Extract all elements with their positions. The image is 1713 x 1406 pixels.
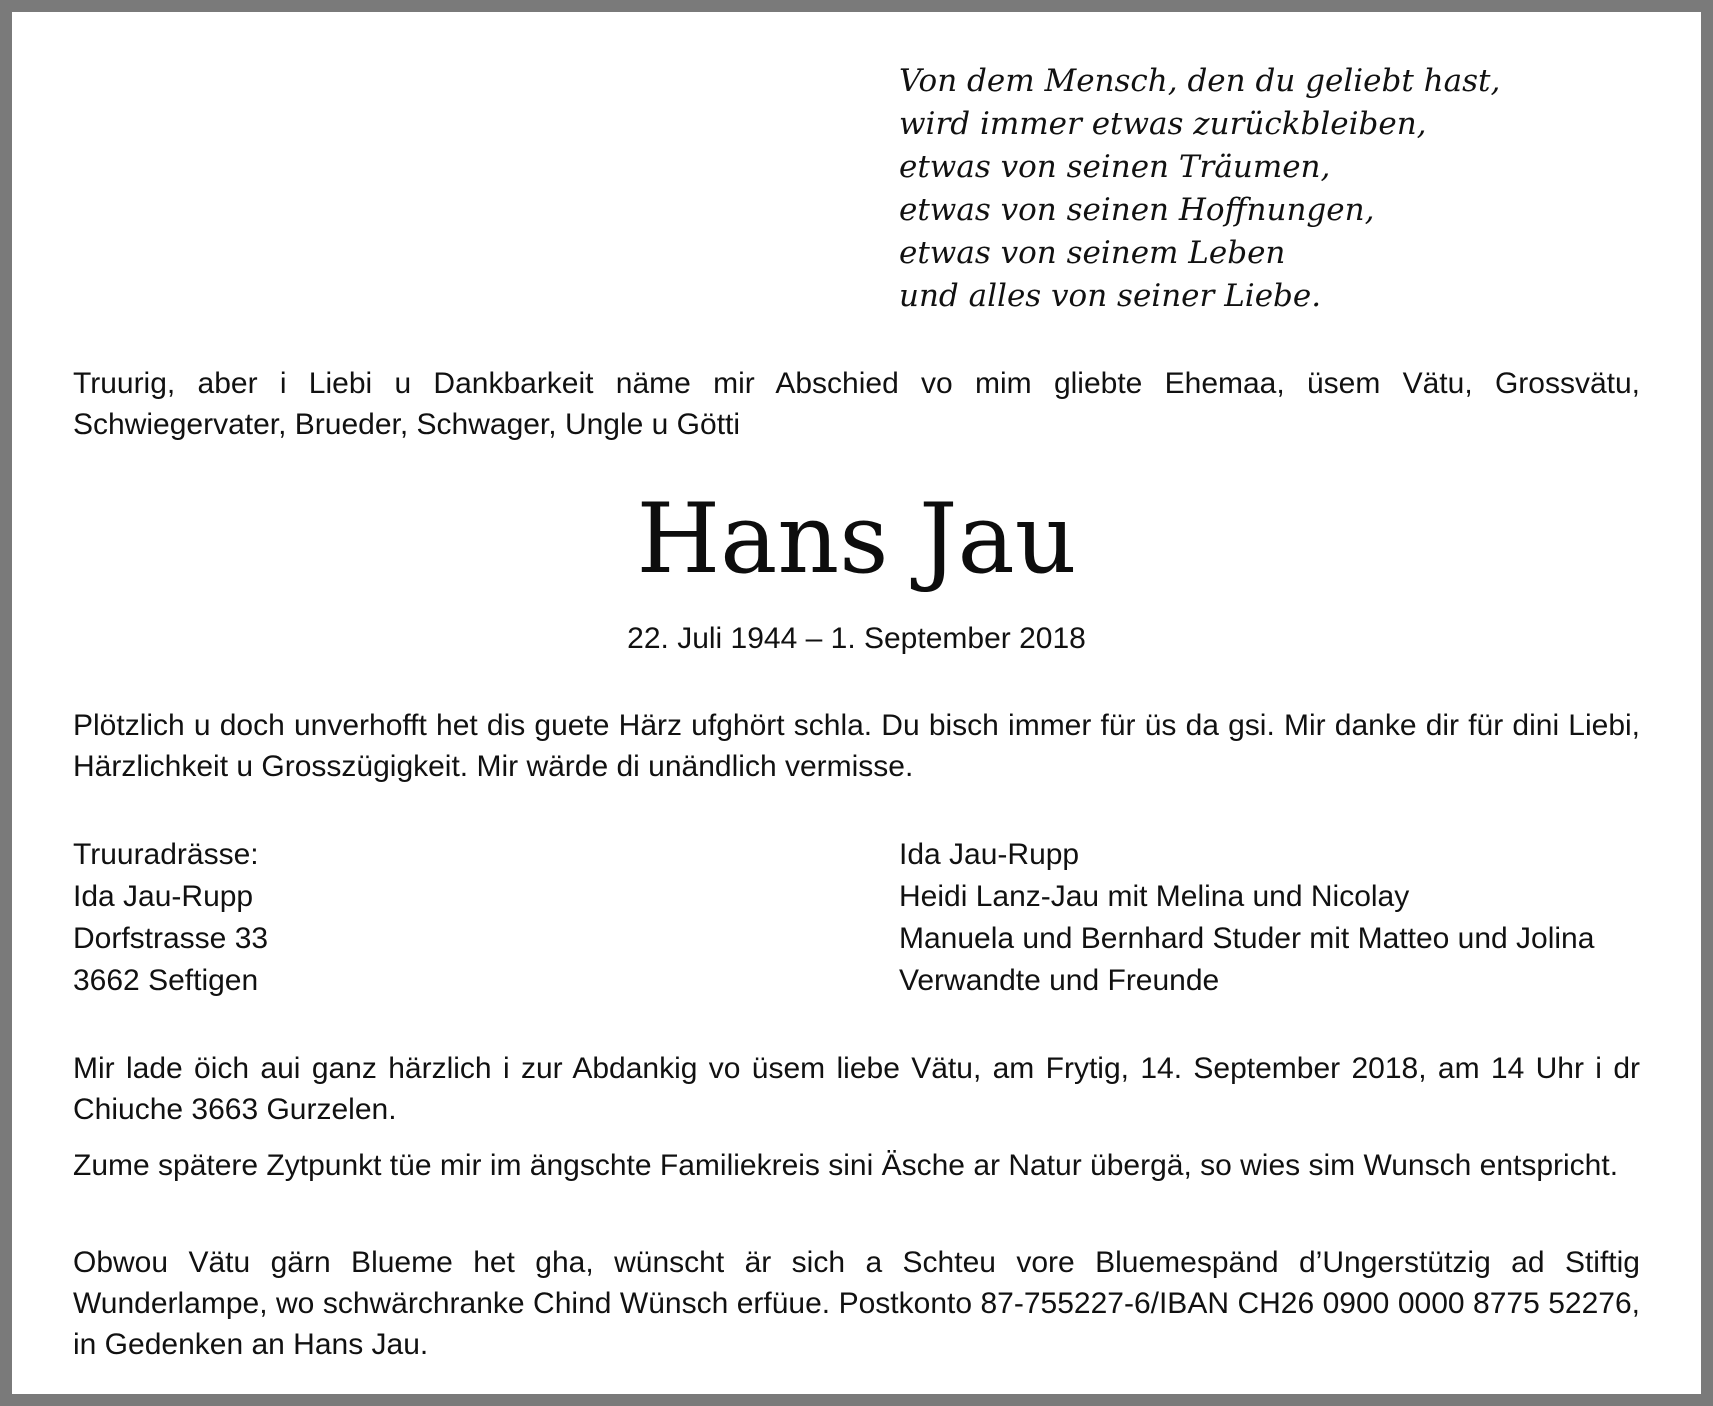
poem-line: etwas von seinen Träumen, bbox=[899, 149, 1331, 185]
family-member: Heidi Lanz-Jau mit Melina und Nicolay bbox=[899, 880, 1410, 913]
mourning-address-label: Truuradrässe: bbox=[73, 838, 259, 871]
family-member: Verwandte und Freunde bbox=[899, 964, 1220, 997]
deceased-name: Hans Jau bbox=[636, 483, 1077, 595]
poem-line: etwas von seinem Leben bbox=[899, 235, 1286, 271]
poem-line: wird immer etwas zurückbleiben, bbox=[899, 106, 1427, 142]
service-paragraph: Mir lade öich aui ganz härzlich i zur Abdankig vo üsem liebe Vätu, am Frytig, 14. September 2018, am 14 Uhr i dr Chiuche 3663 Gurzelen. bbox=[73, 1052, 1640, 1126]
poem bbox=[899, 60, 1500, 318]
family-member: Manuela und Bernhard Studer mit Matteo und Jolina bbox=[899, 922, 1595, 955]
mourning-address-street: Dorfstrasse 33 bbox=[73, 922, 269, 955]
family-list bbox=[899, 834, 1594, 1002]
intro-paragraph: Truurig, aber i Liebi u Dankbarkeit näme mir Abschied vo mim gliebte Ehemaa, üsem Vätu, Grossvätu, Schwiegervater, Brueder, Schwager, Ungle u Götti bbox=[73, 367, 1640, 441]
mourning-address-name: Ida Jau-Rupp bbox=[73, 880, 254, 913]
poem-line: Von dem Mensch, den du geliebt hast, bbox=[899, 63, 1501, 99]
poem-line: und alles von seiner Liebe. bbox=[899, 278, 1322, 314]
scattering-paragraph: Zume spätere Zytpunkt tüe mir im ängschte Familiekreis sini Äsche ar Natur übergä, so wies sim Wunsch entspricht. bbox=[73, 1149, 1619, 1182]
poem-line: etwas von seinen Hoffnungen, bbox=[899, 192, 1375, 228]
family-member: Ida Jau-Rupp bbox=[899, 838, 1080, 871]
life-dates: 22. Juli 1944 – 1. September 2018 bbox=[627, 622, 1086, 655]
mourning-address bbox=[73, 834, 268, 1002]
donation-paragraph: Obwou Vätu gärn Blueme het gha, wünscht är sich a Schteu vore Bluemespänd d’Ungerstützig ad Stiftig Wunderlampe, wo schwärchranke Chind Wünsch erfüue. Postkonto 87-755227-6/IBAN CH26 0900 0000 8775 52276, in Gedenken an Hans Jau. bbox=[73, 1246, 1640, 1361]
mourning-address-city: 3662 Seftigen bbox=[73, 964, 259, 997]
tribute-paragraph: Plötzlich u doch unverhofft het dis guete Härz ufghört schla. Du bisch immer für üs da gsi. Mir danke dir für dini Liebi, Härzlichkeit u Grosszügigkeit. Mir wärde di unändlich vermisse. bbox=[73, 709, 1640, 783]
